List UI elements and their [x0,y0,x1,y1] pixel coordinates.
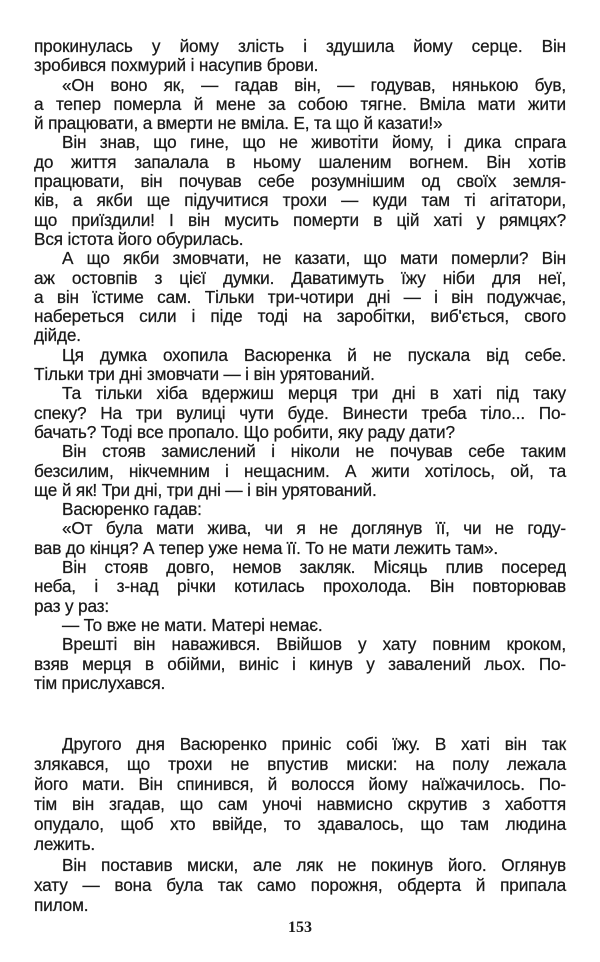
text-line: Та тільки хіба вдержиш мерця три дні в хаті під таку [62,383,566,404]
text-line: й працювати, а вмерти не вміла. Е, та що й казати!» [34,113,443,134]
text-line: до життя запалала в ньому шаленим вогнем. Він хотів [34,151,566,172]
text-line: А що якби змовчати, не казати, що мати померли? Він [62,248,566,269]
text-line: Врешті він наважився. Ввійшов у хату повним кроком, [62,634,566,655]
paragraph [34,616,566,635]
text-line: ще й як! Три дні, три дні — і він урятований. [34,479,377,500]
text-line: Він знав, що гине, що не животіти йому, і дика спрага [62,132,566,153]
paragraph [34,346,566,385]
text-line: тім він згадав, що сам уночі навмисно скрутив з хабоття [34,794,566,815]
paragraph [34,558,566,616]
text-line: набереться сили і піде тоді на заробітки, виб'ється, свого [34,306,566,327]
page-number: 153 [288,919,312,936]
text-line: Ця думка охопила Васюренка й не пускала від себе. [62,344,566,365]
text-line: Він поставив миски, але ляк не покинув його. Оглянув [62,854,566,875]
paragraph [34,249,566,345]
paragraph [34,519,566,558]
paragraph [34,734,566,855]
text-line: раз у раз: [34,595,110,616]
text-line: а він їстиме сам. Тільки три-чотири дні — і він подужчає, [34,286,566,307]
text-line: зробився похмурий і насупив брови. [34,55,319,76]
text-line: що приїздили! І він мусить померти в цій хаті у рямцях? [34,209,566,230]
text-line: лежить. [34,834,96,855]
text-line: вав до кінця? А тепер уже нема її. То не мати лежить там». [34,537,499,558]
text-line: Другого дня Васюренко приніс собі їжу. В хаті він так [62,734,566,754]
paragraph [34,37,566,76]
text-line: прокинулась у йому злість і здушила йому серце. Він [34,36,566,56]
text-section-2 [34,734,566,915]
text-line: взяв мерця в обійми, виніс і кинув у завалений льох. По- [34,653,566,674]
text-line: — То вже не мати. Матері немає. [62,614,323,635]
text-line: тім прислухався. [34,672,166,693]
text-line: безсилим, нікчемним і нещасним. А жити хотілось, ой, та [34,460,566,481]
text-line: неба, і з-над річки котилась прохолода. Він повторював [34,576,566,597]
text-line: пилом. [34,894,89,915]
text-line: «Он воно як, — гадав він, — годував, нянькою був, [62,74,566,95]
paragraph [34,635,566,693]
text-line: а тепер померла й мене за собою тягне. Вміла мати жити [34,93,566,114]
text-line: бачать? Тоді все пропало. Що робити, яку раду дати? [34,421,455,442]
text-line: Він стояв довго, немов закляк. Місяць плив посеред [62,557,566,578]
paragraph [34,76,566,134]
text-line: Тільки три дні змовчати — і він урятований. [34,364,375,385]
paragraph [34,384,566,442]
text-line: «От була мати жива, чи я не доглянув її, чи не году- [62,518,566,539]
text-line: спеку? На три вулиці чути буде. Винести треба тіло... По- [34,402,566,423]
paragraph [34,500,566,519]
text-line: опудало, щоб хто ввійде, то здавалось, що там людина [34,814,566,835]
text-line: працювати, він почував себе розумнішим од своїх земля- [34,171,566,192]
paragraph [34,133,566,249]
text-line: аж остовпів з цієї думки. Даватимуть їжу ніби для неї, [34,267,566,288]
text-line: Васюренко гадав: [62,499,202,520]
text-line: хату — вона була так само порожня, обдерта й припала [34,874,566,895]
paragraph [34,442,566,500]
paragraph [34,855,566,915]
text-line: Він стояв замислений і ніколи не почував себе таким [62,441,566,462]
text-line: дійде. [34,325,81,346]
text-line: його мати. Він спинився, й волосся йому наїжачилось. По- [34,774,566,795]
text-section-1 [34,37,566,693]
text-line: ків, а якби ще підучитися трохи — куди там ті агітатори, [34,190,566,211]
text-line: Вся істота його обурилась. [34,228,244,249]
text-line: злякався, що трохи не впустив миски: на полу лежала [34,754,566,775]
